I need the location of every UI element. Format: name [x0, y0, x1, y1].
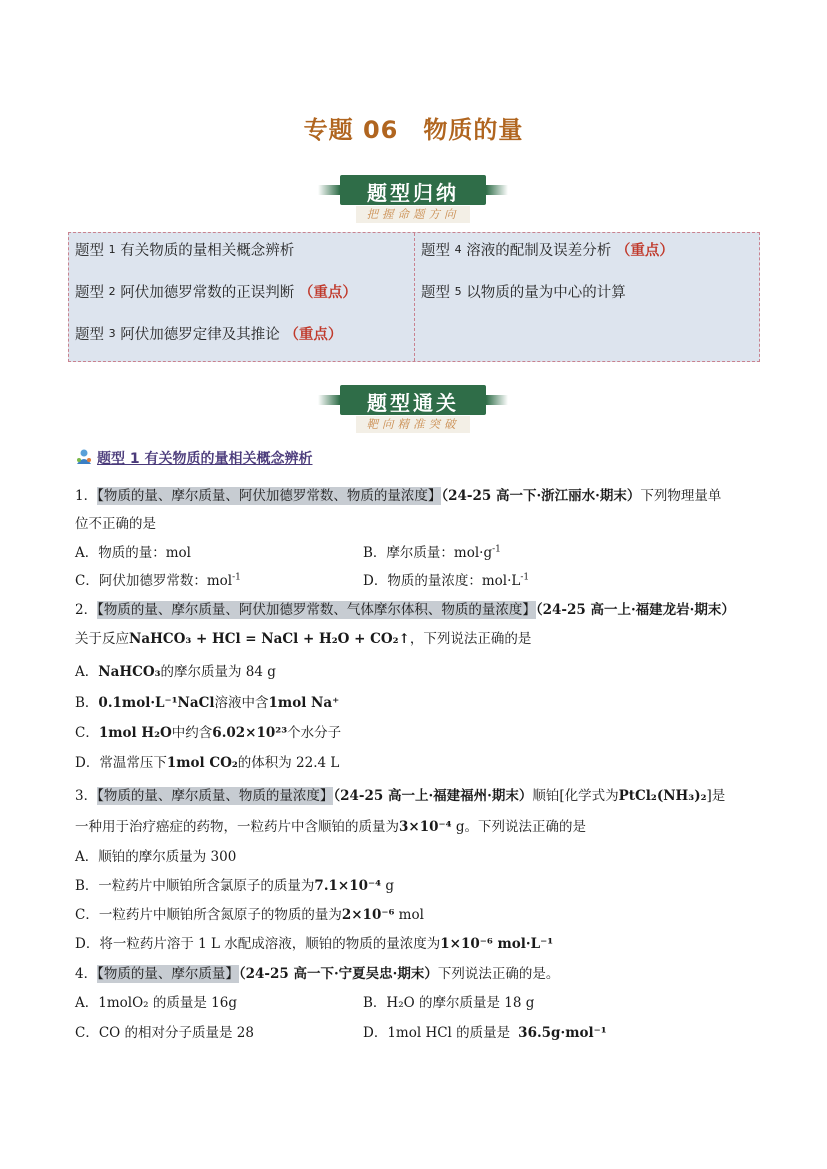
q1-line-2: 位不正确的是: [75, 516, 156, 532]
type-number: 4: [454, 243, 462, 256]
topic-tag: 【物质的量、摩尔质量、阿伏加德罗常数、物质的量浓度】: [97, 488, 442, 504]
q3-option-d: [75, 932, 553, 952]
question-stem: ，下列说法正确的是: [409, 631, 532, 647]
formula: 1mol H₂O: [98, 725, 172, 741]
type-text: 以物质的量为中心的计算: [466, 285, 626, 301]
option-text: 的摩尔质量为 84 g: [160, 664, 276, 680]
question-number: 3．: [75, 788, 98, 804]
type-label: 题型: [75, 327, 104, 343]
type-number: 2: [108, 285, 116, 298]
q2-option-a: [75, 660, 276, 680]
question-stem: 顺铂[化学式为: [532, 788, 619, 804]
option-text: mol: [394, 907, 424, 923]
question-number: 2．: [75, 602, 98, 618]
type-label: 题型: [75, 285, 104, 301]
type-label: 题型: [421, 243, 450, 259]
q3-option-c: [75, 903, 424, 923]
type-text: 阿伏加德罗定律及其推论: [120, 327, 280, 343]
topic-tag: 【物质的量、摩尔质量、物质的量浓度】: [97, 788, 334, 804]
question-source: （24-25 高一下·宁夏吴忠·期末）: [238, 966, 438, 982]
question-number: 1．: [75, 488, 98, 504]
type-number: 5: [454, 285, 462, 298]
superscript: -1: [520, 572, 530, 583]
page-title: 专题 06 物质的量: [303, 116, 524, 144]
type-item-1: [75, 239, 294, 260]
type-label: 题型: [75, 243, 104, 259]
option-text: 溶液中含: [214, 695, 269, 711]
q3-line-1: [75, 784, 725, 804]
section-banner-summary: [318, 175, 508, 223]
reaction-equation: NaHCO₃ + HCl = NaCl + H₂O + CO₂↑: [129, 631, 410, 647]
banner-title: 题型归纳: [367, 181, 459, 205]
grid-divider: [414, 233, 415, 361]
q4-line-1: [75, 962, 559, 982]
question-number: 4．: [75, 966, 98, 982]
formula: 36.5g·mol⁻¹: [518, 1025, 607, 1041]
formula: NaHCO₃: [98, 664, 161, 680]
key-point-tag: （重点）: [298, 285, 357, 301]
formula: 3×10⁻⁴: [399, 819, 452, 835]
superscript: -1: [232, 572, 241, 583]
type-label: 题型: [421, 285, 450, 301]
option-text: 的体积为 22.4 L: [237, 755, 340, 771]
type-text: 阿伏加德罗常数的正误判断: [120, 285, 295, 301]
topic-tag: 【物质的量、摩尔质量、阿伏加德罗常数、气体摩尔体积、物质的量浓度】: [97, 602, 536, 618]
formula: 7.1×10⁻⁴: [314, 878, 382, 894]
q4-option-c: C．CO 的相对分子质量是 28: [75, 1025, 254, 1041]
section-banner-practice: [318, 385, 508, 433]
formula: 1mol CO₂: [166, 755, 238, 771]
q4-option-a: A．1molO₂ 的质量是 16g: [75, 995, 237, 1011]
q1-option-a: A．物质的量：mol: [75, 545, 191, 561]
question-stem: g。下列说法正确的是: [451, 819, 586, 835]
section-title: 题型 1 有关物质的量相关概念辨析: [97, 451, 313, 467]
question-stem: 关于反应: [75, 631, 129, 647]
q2-option-b: [75, 691, 339, 711]
q2-option-d: [75, 751, 339, 771]
section-heading: [75, 448, 313, 468]
type-number: 1: [108, 243, 116, 256]
option-text: B．摩尔质量：mol·g: [363, 545, 493, 561]
q4-option-d: [363, 1021, 607, 1041]
q2-option-c: [75, 721, 341, 741]
option-letter: B．: [75, 695, 99, 711]
option-text: D．常温常压下: [75, 755, 167, 771]
banner-subtitle: 靶向精准突破: [356, 416, 470, 433]
q1-option-c: [75, 569, 241, 589]
type-item-5: [421, 281, 626, 302]
q4-option-b: B．H₂O 的摩尔质量是 18 g: [363, 995, 535, 1011]
option-text: g: [381, 878, 394, 894]
type-number: 3: [108, 327, 116, 340]
banner-subtitle: 把握命题方向: [356, 206, 470, 223]
formula: PtCl₂(NH₃)₂: [618, 788, 707, 804]
option-text: C．一粒药片中顺铂所含氮原子的物质的量为: [75, 907, 342, 923]
question-source: （24-25 高一上·福建福州·期末）: [333, 788, 533, 804]
question-stem: 下列说法正确的是。: [437, 966, 560, 982]
question-source: （24-25 高一上·福建龙岩·期末）: [535, 602, 735, 618]
topic-tag: 【物质的量、摩尔质量】: [97, 966, 239, 982]
option-text: D．将一粒药片溶于 1 L 水配成溶液，顺铂的物质的量浓度为: [75, 936, 441, 952]
question-stem: 下列物理量单: [640, 488, 722, 504]
key-point-tag: （重点）: [284, 327, 343, 343]
type-item-4: [421, 239, 674, 260]
option-text: B．一粒药片中顺铂所含氯原子的质量为: [75, 878, 315, 894]
q3-line-2: [75, 815, 586, 835]
formula: 1mol Na⁺: [268, 695, 340, 711]
key-point-tag: （重点）: [615, 243, 674, 259]
q1-option-b: [363, 541, 501, 561]
q3-option-a: A．顺铂的摩尔质量为 300: [75, 849, 237, 865]
option-text: 中约含: [171, 725, 213, 741]
question-types-grid: [68, 232, 760, 362]
option-text: D．物质的量浓度：mol·L: [363, 573, 521, 589]
q1-option-d: [363, 569, 529, 589]
type-item-2: [75, 281, 357, 302]
option-letter: C．: [75, 725, 99, 741]
option-text: D．1mol HCl 的质量是: [363, 1025, 511, 1041]
banner-title: 题型通关: [367, 391, 459, 415]
type-text: 有关物质的量相关概念辨析: [120, 243, 295, 259]
people-icon: [75, 448, 93, 466]
question-stem: ]是: [706, 788, 726, 804]
q1-line-1: [75, 484, 721, 504]
formula: 0.1mol·L⁻¹NaCl: [98, 695, 215, 711]
q3-option-b: [75, 874, 394, 894]
question-stem: 一种用于治疗癌症的药物，一粒药片中含顺铂的质量为: [75, 819, 399, 835]
q2-line-2: [75, 627, 531, 647]
superscript: -1: [492, 544, 501, 555]
option-letter: A．: [75, 664, 99, 680]
type-text: 溶液的配制及误差分析: [466, 243, 612, 259]
option-text: C．阿伏加德罗常数：mol: [75, 573, 233, 589]
q2-line-1: [75, 598, 735, 618]
question-source: （24-25 高一下·浙江丽水·期末）: [441, 488, 641, 504]
option-text: 个水分子: [287, 725, 342, 741]
formula: 1×10⁻⁶ mol·L⁻¹: [440, 936, 554, 952]
formula: 2×10⁻⁶: [341, 907, 395, 923]
type-item-3: [75, 323, 342, 344]
formula: 6.02×10²³: [212, 725, 288, 741]
